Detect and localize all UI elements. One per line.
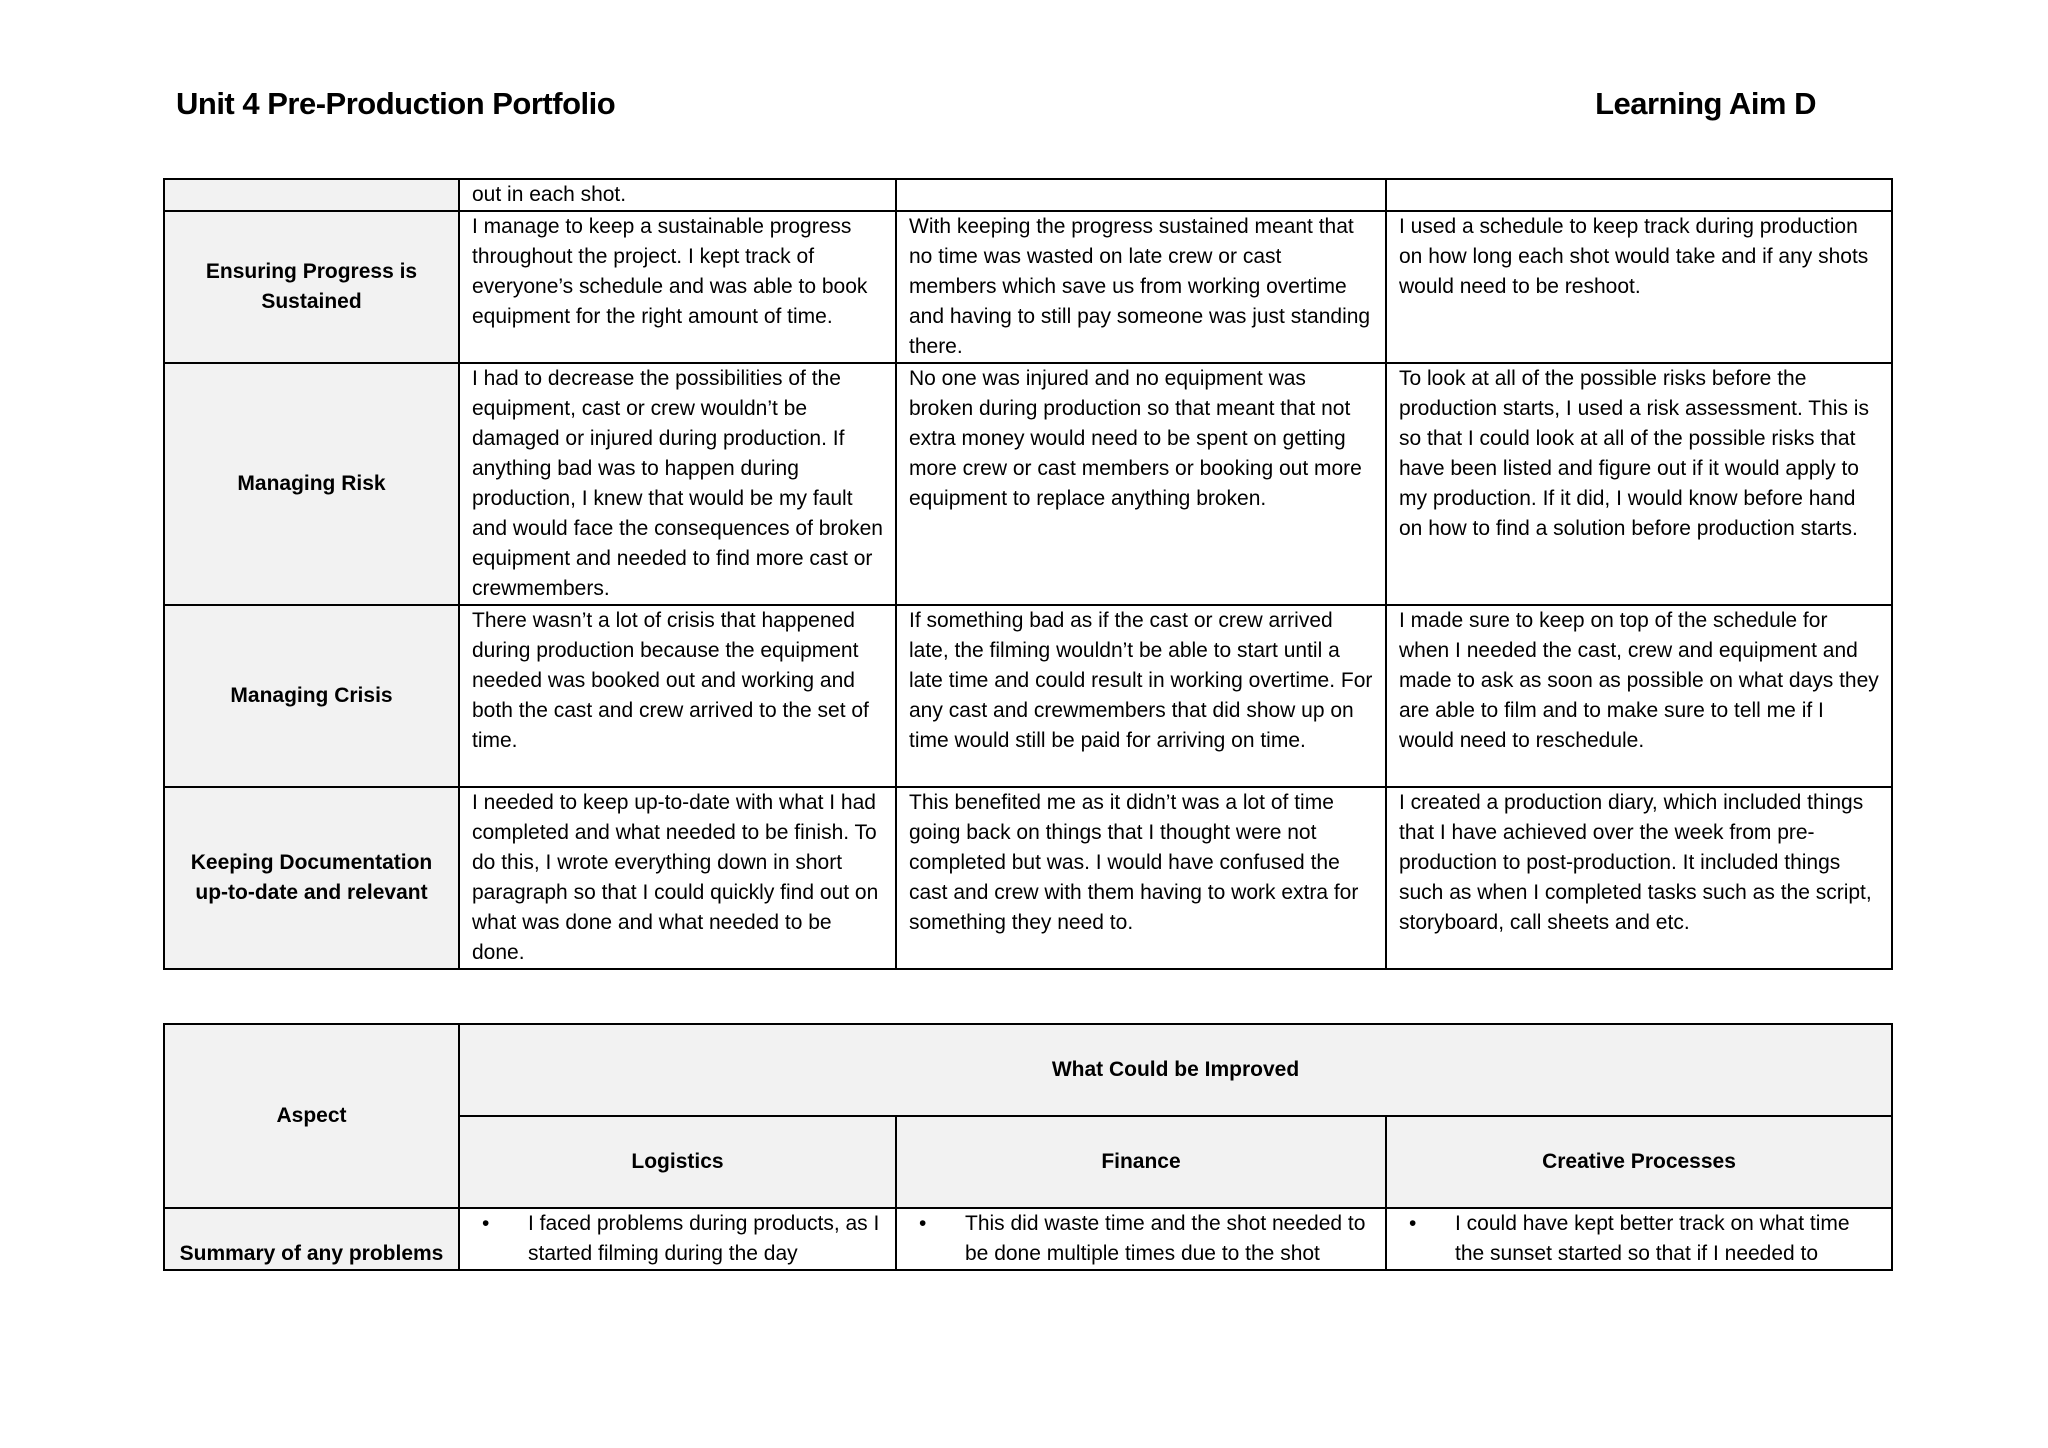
creative-cell bbox=[1386, 179, 1892, 211]
aspect-cell bbox=[164, 179, 459, 211]
aspect-cell: Ensuring Progress is Sustained bbox=[164, 211, 459, 363]
aspect-header: Aspect bbox=[164, 1024, 459, 1208]
bullet-icon: • bbox=[482, 1212, 490, 1235]
aspect-cell: Managing Risk bbox=[164, 363, 459, 605]
finance-cell bbox=[896, 1208, 1386, 1270]
finance-cell: With keeping the progress sustained meant that no time was wasted on late crew or cast members which save us from working overtime and having to still pay someone was just standing there. bbox=[896, 211, 1386, 363]
logistics-cell bbox=[459, 1208, 896, 1270]
logistics-header: Logistics bbox=[459, 1116, 896, 1208]
improvement-table bbox=[163, 1023, 1893, 1271]
creative-header: Creative Processes bbox=[1386, 1116, 1892, 1208]
finance-cell bbox=[896, 179, 1386, 211]
creative-cell: To look at all of the possible risks before the production starts, I used a risk assessment. This is so that I could look at all of the possible risks that have been listed and figure out if it would apply to my production. If it did, I would know before hand on how to find a solution before production starts. bbox=[1386, 363, 1892, 605]
bullet-text: This did waste time and the shot needed to be done multiple times due to the shot bbox=[965, 1212, 1366, 1265]
logistics-cell: There wasn’t a lot of crisis that happened during production because the equipment needed was booked out and working and both the cast and crew arrived to the set of time. bbox=[459, 605, 896, 787]
document-title: Unit 4 Pre-Production Portfolio bbox=[176, 86, 616, 121]
creative-cell bbox=[1386, 1208, 1892, 1270]
finance-cell: This benefited me as it didn’t was a lot of time going back on things that I thought were not completed but was. I would have confused the cast and crew with them having to work extra for something they need to. bbox=[896, 787, 1386, 969]
logistics-cell: out in each shot. bbox=[459, 179, 896, 211]
group-header: What Could be Improved bbox=[459, 1024, 1892, 1116]
table-row bbox=[164, 787, 1892, 969]
table-row bbox=[164, 1208, 1892, 1270]
logistics-cell: I needed to keep up-to-date with what I had completed and what needed to be finish. To do this, I wrote everything down in short paragraph so that I could quickly find out on what was done and what needed to be done. bbox=[459, 787, 896, 969]
bullet-text: I faced problems during products, as I started filming during the day bbox=[528, 1212, 880, 1265]
creative-cell: I made sure to keep on top of the schedule for when I needed the cast, crew and equipment and made to ask as soon as possible on what days they are able to film and to make sure to tell me if I would need to reschedule. bbox=[1386, 605, 1892, 787]
table-row bbox=[164, 179, 1892, 211]
logistics-cell: I had to decrease the possibilities of the equipment, cast or crew wouldn’t be damaged or injured during production. If anything bad was to happen during production, I knew that would be my fault and would face the consequences of broken equipment and needed to find more cast or crewmembers. bbox=[459, 363, 896, 605]
table-row bbox=[164, 363, 1892, 605]
table-row bbox=[164, 211, 1892, 363]
finance-cell: If something bad as if the cast or crew arrived late, the filming wouldn’t be able to start until a late time and could result in working overtime. For any cast and crewmembers that did show up on time would still be paid for arriving on time. bbox=[896, 605, 1386, 787]
table-row bbox=[164, 605, 1892, 787]
bullet-icon: • bbox=[1409, 1212, 1417, 1235]
table-header-row bbox=[164, 1024, 1892, 1116]
aspect-cell: Keeping Documentation up-to-date and relevant bbox=[164, 787, 459, 969]
aspect-cell: Managing Crisis bbox=[164, 605, 459, 787]
learning-aim-label: Learning Aim D bbox=[1595, 86, 1816, 121]
aspect-cell: Summary of any problems bbox=[164, 1208, 459, 1270]
page-header bbox=[176, 86, 1816, 122]
creative-cell: I used a schedule to keep track during production on how long each shot would take and if any shots would need to be reshoot. bbox=[1386, 211, 1892, 363]
creative-cell: I created a production diary, which included things that I have achieved over the week from pre-production to post-production. It included things such as when I completed tasks such as the script, storyboard, call sheets and etc. bbox=[1386, 787, 1892, 969]
finance-cell: No one was injured and no equipment was broken during production so that meant that not extra money would need to be spent on getting more crew or cast members or booking out more equipment to replace anything broken. bbox=[896, 363, 1386, 605]
bullet-text: I could have kept better track on what time the sunset started so that if I needed to bbox=[1455, 1212, 1850, 1265]
finance-header: Finance bbox=[896, 1116, 1386, 1208]
logistics-cell: I manage to keep a sustainable progress throughout the project. I kept track of everyone’s schedule and was able to book equipment for the right amount of time. bbox=[459, 211, 896, 363]
evaluation-table bbox=[163, 178, 1893, 970]
bullet-icon: • bbox=[919, 1212, 927, 1235]
